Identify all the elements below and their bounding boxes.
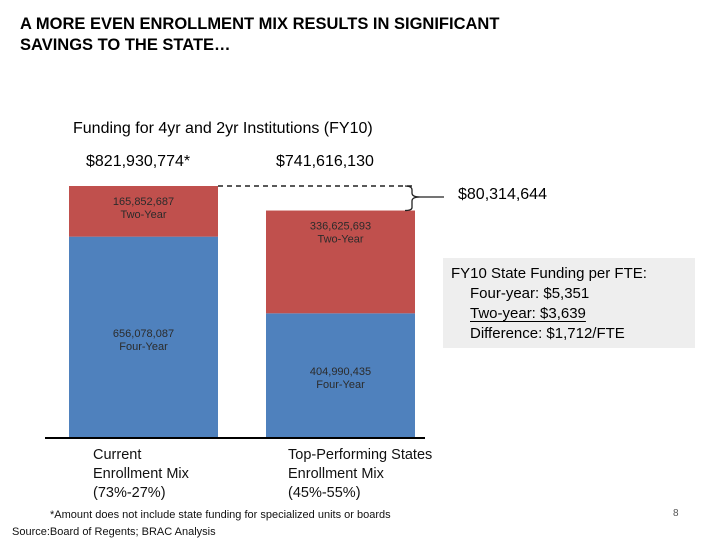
page-number: 8	[673, 508, 679, 519]
title-line-2: SAVINGS TO THE STATE…	[20, 36, 231, 54]
callout-two-year: Two-year: $3,639	[470, 305, 586, 322]
x-label-current-line-3: (73%-27%)	[93, 485, 166, 501]
funding-per-fte-callout	[443, 258, 695, 348]
chart-title: Funding for 4yr and 2yr Institutions (FY10)	[73, 120, 373, 137]
difference-label: $80,314,644	[458, 186, 547, 203]
series-label-current-four-year: Four-Year	[119, 340, 168, 353]
footnote: *Amount does not include state funding for specialized units or boards	[50, 509, 391, 521]
value-label-current-two-year: 165,852,687	[112, 196, 175, 208]
x-label-current-line-2: Enrollment Mix	[93, 466, 189, 482]
total-label-current: $821,930,774*	[86, 153, 191, 170]
callout-difference: Difference: $1,712/FTE	[470, 325, 625, 342]
x-label-top-line-2: Enrollment Mix	[288, 466, 384, 482]
x-label-current-line-1: Current	[93, 447, 142, 463]
source-note: Source:Board of Regents; BRAC Analysis	[12, 526, 216, 538]
value-label-top-performing-four-year: 404,990,435	[309, 366, 372, 379]
x-label-top-performing	[288, 446, 432, 503]
x-label-top-line-1: Top-Performing States	[288, 447, 433, 463]
series-label-top-performing-two-year: Two-Year	[317, 233, 364, 246]
value-label-top-performing-two-year: 336,625,693	[309, 220, 372, 233]
x-label-top-line-3: (45%-55%)	[288, 485, 361, 501]
title-line-1: A MORE EVEN ENROLLMENT MIX RESULTS IN SIGNIFICANT	[20, 15, 500, 33]
callout-four-year: Four-year: $5,351	[470, 285, 590, 302]
total-label-top-performing: $741,616,130	[276, 153, 374, 170]
series-label-top-performing-four-year: Four-Year	[316, 379, 365, 392]
value-label-current-four-year: 656,078,087	[112, 327, 175, 340]
series-label-current-two-year: Two-Year	[120, 209, 167, 221]
callout-heading: FY10 State Funding per FTE:	[451, 265, 647, 282]
difference-bracket	[405, 186, 420, 211]
x-label-current	[93, 446, 189, 503]
